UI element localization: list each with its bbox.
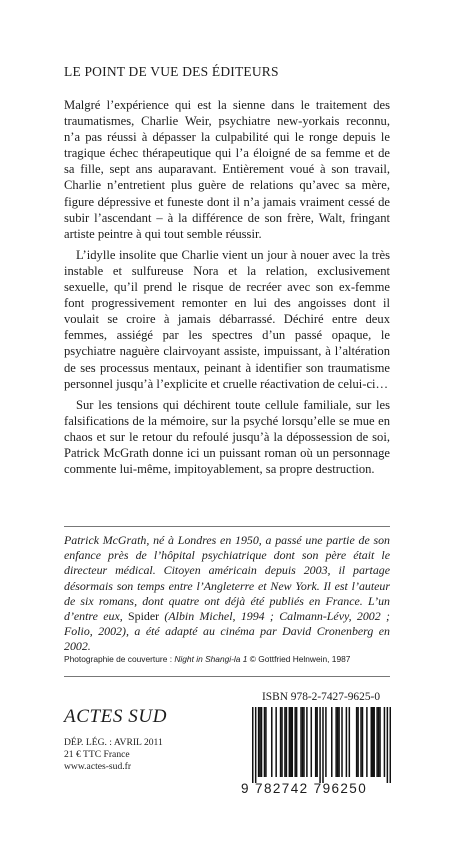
- cover-credit-suffix: © Gottfried Helnwein, 1987: [247, 654, 351, 664]
- barcode-bar: [331, 707, 333, 777]
- price: 21 € TTC France: [64, 749, 130, 761]
- cover-credit-work: Night in Shangi-la 1: [174, 654, 248, 664]
- barcode-bar: [325, 707, 327, 777]
- barcode-bar: [252, 707, 254, 783]
- blurb-text: [64, 97, 390, 482]
- divider-top: [64, 526, 390, 527]
- barcode-bar: [259, 707, 261, 777]
- isbn-label: ISBN 978-2-7427-9625-0: [262, 691, 381, 703]
- blurb-paragraph-2: L’idylle insolite que Charlie vient un jour à nouer avec la très instable et sulfureuse Nora et la relation, exclusivement sexuelle, qu’il prend le risque de recréer avec son ex-femme font progressivement remonter en lui des angoisses dont il voulait se croire à jamais débarrassé. Déchiré entre deux femmes, assiégé par les spectres d’un passé opaque, le psychiatre naguère clairvoyant assiste, impuissant, à l’altération de ses processus mentaux, peinant à identifier son traumatisme personnel jusqu’à l’explicite et cruelle réactivation de celui-ci…: [64, 247, 390, 391]
- barcode-bar: [341, 707, 343, 777]
- barcode: [241, 707, 391, 783]
- barcode-bar: [376, 707, 378, 777]
- barcode-bar: [346, 707, 348, 777]
- barcode-bar: [360, 707, 362, 777]
- barcode-bar: [322, 707, 324, 783]
- legal-deposit: DÉP. LÉG. : AVRIL 2011: [64, 737, 163, 748]
- barcode-bar: [372, 707, 374, 777]
- barcode-bar: [292, 707, 294, 777]
- barcode-bar: [271, 707, 273, 777]
- barcode-bar: [294, 707, 296, 777]
- barcode-bar: [296, 707, 298, 777]
- barcode-bar: [258, 707, 260, 777]
- barcode-bar: [338, 707, 340, 777]
- barcode-bar: [379, 707, 381, 777]
- blurb-paragraph-1: Malgré l’expérience qui est la sienne dans le traitement des traumatismes, Charlie Weir, psychiatre new-yorkais reconnu, n’a pas réussi à dépasser la culpabilité qui le ronge depuis le tragique échec thérapeutique qui l’a éloigné de sa femme et de sa fille, sept ans auparavant. Entièrement voué à son travail, Charlie n’entretient plus guère de relations qu’avec sa mère, figure dépressive et funeste dont il n’a jamais vraiment cessé de subir l’ascendant – à la différence de son frère, Walt, fringant artiste peintre à qui tout semble réussir.: [64, 98, 390, 241]
- blurb-paragraph-3: Sur les tensions qui déchirent toute cellule familiale, sur les falsifications de la mémoire, sur la psyché lorsqu’elle se mue en chaos et sur le retour du refoulé jusqu’à la dépossession de soi, Patrick McGrath donne ici un puissant roman où un personnage commente lui-même, impitoyablement, sa propre destruction.: [64, 397, 390, 477]
- barcode-bar: [265, 707, 267, 777]
- barcode-bar: [302, 707, 304, 777]
- barcode-bar: [261, 707, 263, 777]
- barcode-bar: [280, 707, 282, 777]
- author-bio: [64, 533, 390, 655]
- website: www.actes-sud.fr: [64, 761, 132, 773]
- divider-bottom: [64, 676, 390, 677]
- barcode-bar: [290, 707, 292, 777]
- barcode-bar: [286, 707, 288, 777]
- publisher-logo: ACTES SUD: [64, 706, 168, 727]
- barcode-bar: [378, 707, 380, 777]
- barcode-bar: [300, 707, 302, 777]
- barcode-bar: [264, 707, 266, 777]
- legal-info: [64, 737, 163, 774]
- barcode-bar: [284, 707, 286, 777]
- barcode-bar: [316, 707, 318, 777]
- barcode-bars-icon: [241, 707, 391, 783]
- barcode-bar: [373, 707, 375, 777]
- barcode-bar: [337, 707, 339, 777]
- cover-photo-credit: [64, 654, 394, 664]
- barcode-bar: [387, 707, 389, 783]
- barcode-bar: [281, 707, 283, 777]
- author-bio-text-end: (Albin Michel, 1994 ; Calmann-Lévy, 2002 ; Folio, 2002), a été adapté au cinéma par David Cronenberg en 2002.: [64, 609, 390, 654]
- barcode-bar: [357, 707, 359, 777]
- barcode-bar: [371, 707, 373, 777]
- author-bio-text: Patrick McGrath, né à Londres en 1950, a passé une partie de son enfance près de l’hôpital psychiatrique dont son père était le directeur médical. Citoyen américain depuis 2003, il partage désormais son temps entre l’Angleterre et New York. Il est l’auteur de six romans, dont quatre ont déjà été publiés en France. L’un d’entre eux,: [64, 533, 390, 624]
- barcode-digits: 9 782742 796250: [241, 781, 368, 796]
- barcode-bar: [349, 707, 351, 777]
- barcode-bar: [311, 707, 313, 777]
- author-bio-book-title: Spider: [128, 609, 160, 624]
- barcode-bar: [384, 707, 386, 777]
- page-heading: LE POINT DE VUE DES ÉDITEURS: [64, 64, 279, 79]
- barcode-bar: [255, 707, 257, 783]
- barcode-bar: [315, 707, 317, 777]
- barcode-bar: [303, 707, 305, 777]
- barcode-bar: [366, 707, 368, 777]
- barcode-bar: [275, 707, 277, 777]
- barcode-bar: [356, 707, 358, 777]
- barcode-bar: [319, 707, 321, 783]
- barcode-bar: [362, 707, 364, 777]
- barcode-bar: [306, 707, 308, 777]
- barcode-bar: [289, 707, 291, 777]
- barcode-bar: [335, 707, 337, 777]
- barcode-bar: [390, 707, 391, 783]
- cover-credit-prefix: Photographie de couverture :: [64, 654, 175, 664]
